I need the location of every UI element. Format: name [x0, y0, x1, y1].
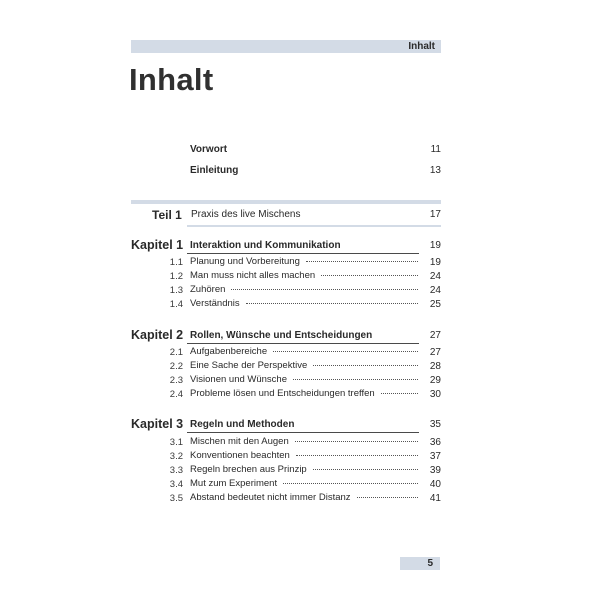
section-number: 2.3 [169, 375, 183, 386]
section-number: 2.4 [169, 389, 183, 400]
toc-page-chapter-1: 19 [429, 240, 441, 251]
dot-leader [273, 351, 418, 352]
dot-leader [246, 303, 418, 304]
section-page: 24 [429, 271, 441, 282]
page-title: Inhalt [129, 62, 214, 97]
section-title: Man muss nicht alles machen [190, 270, 316, 281]
section-page: 41 [429, 493, 441, 504]
section-page: 27 [429, 347, 441, 358]
toc-section-row[interactable] [190, 492, 421, 505]
toc-section-row[interactable] [190, 284, 421, 297]
part-label: Teil 1 [152, 208, 182, 222]
toc-section-row[interactable] [190, 270, 421, 283]
dot-leader [381, 393, 418, 394]
section-title: Regeln brechen aus Prinzip [190, 464, 307, 475]
section-title: Aufgabenbereiche [190, 346, 268, 357]
toc-page-vorwort: 11 [430, 144, 441, 155]
toc-entry-chapter-3[interactable]: Regeln und Methoden [190, 419, 295, 430]
chapter-underline-1 [187, 253, 419, 254]
section-page: 30 [429, 389, 441, 400]
section-title: Planung und Vorbereitung [190, 256, 300, 267]
section-number: 2.1 [169, 347, 183, 358]
section-page: 40 [429, 479, 441, 490]
section-number: 1.3 [169, 285, 183, 296]
part-divider-band [131, 200, 441, 204]
section-number: 1.2 [169, 271, 183, 282]
chapter-label-3: Kapitel 3 [131, 417, 184, 431]
section-title: Visionen und Wünsche [190, 374, 287, 385]
section-number: 1.1 [169, 257, 183, 268]
dot-leader [321, 275, 418, 276]
dot-leader [283, 483, 418, 484]
section-page: 36 [429, 437, 441, 448]
dot-leader [295, 441, 418, 442]
section-number: 3.5 [169, 493, 183, 504]
toc-section-row[interactable] [190, 346, 421, 359]
section-page: 24 [429, 285, 441, 296]
toc-page-chapter-2: 27 [429, 330, 441, 341]
toc-section-row[interactable] [190, 374, 421, 387]
section-title: Eine Sache der Perspektive [190, 360, 308, 371]
dot-leader [357, 497, 418, 498]
dot-leader [293, 379, 418, 380]
section-title: Probleme lösen und Entscheidungen treffen [190, 388, 375, 399]
section-number: 1.4 [169, 299, 183, 310]
toc-section-row[interactable] [190, 464, 421, 477]
toc-page-part-1: 17 [429, 209, 441, 220]
running-header-bar [131, 40, 441, 53]
page-number-box [400, 557, 440, 570]
section-number: 3.2 [169, 451, 183, 462]
toc-section-row[interactable] [190, 298, 421, 311]
section-title: Zuhören [190, 284, 226, 295]
running-header-label: Inhalt [408, 41, 435, 52]
section-page: 25 [429, 299, 441, 310]
section-number: 3.3 [169, 465, 183, 476]
part-underline [187, 225, 441, 227]
toc-section-row[interactable] [190, 478, 421, 491]
dot-leader [313, 469, 418, 470]
dot-leader [306, 261, 418, 262]
dot-leader [231, 289, 418, 290]
toc-section-row[interactable] [190, 450, 421, 463]
dot-leader [296, 455, 418, 456]
toc-entry-vorwort[interactable]: Vorwort [190, 144, 228, 155]
section-number: 3.1 [169, 437, 183, 448]
toc-entry-chapter-1[interactable]: Interaktion und Kommunikation [190, 240, 341, 251]
chapter-underline-3 [187, 432, 419, 433]
section-title: Konventionen beachten [190, 450, 290, 461]
toc-page-chapter-3: 35 [429, 419, 441, 430]
section-title: Verständnis [190, 298, 240, 309]
toc-entry-einleitung[interactable]: Einleitung [190, 165, 239, 176]
section-number: 3.4 [169, 479, 183, 490]
section-page: 37 [429, 451, 441, 462]
section-number: 2.2 [169, 361, 183, 372]
toc-entry-part-1[interactable]: Praxis des live Mischens [191, 209, 301, 220]
toc-section-row[interactable] [190, 360, 421, 373]
chapter-label-2: Kapitel 2 [131, 328, 184, 342]
chapter-label-1: Kapitel 1 [131, 238, 184, 252]
page-number: 5 [427, 558, 433, 569]
toc-page-einleitung: 13 [429, 165, 441, 176]
section-page: 29 [429, 375, 441, 386]
section-title: Mut zum Experiment [190, 478, 278, 489]
chapter-underline-2 [187, 343, 419, 344]
section-title: Mischen mit den Augen [190, 436, 289, 447]
toc-section-row[interactable] [190, 256, 421, 269]
section-title: Abstand bedeutet nicht immer Distanz [190, 492, 351, 503]
section-page: 39 [429, 465, 441, 476]
toc-entry-chapter-2[interactable]: Rollen, Wünsche und Entscheidungen [190, 330, 373, 341]
toc-section-row[interactable] [190, 388, 421, 401]
section-page: 19 [429, 257, 441, 268]
section-page: 28 [429, 361, 441, 372]
dot-leader [313, 365, 418, 366]
toc-section-row[interactable] [190, 436, 421, 449]
